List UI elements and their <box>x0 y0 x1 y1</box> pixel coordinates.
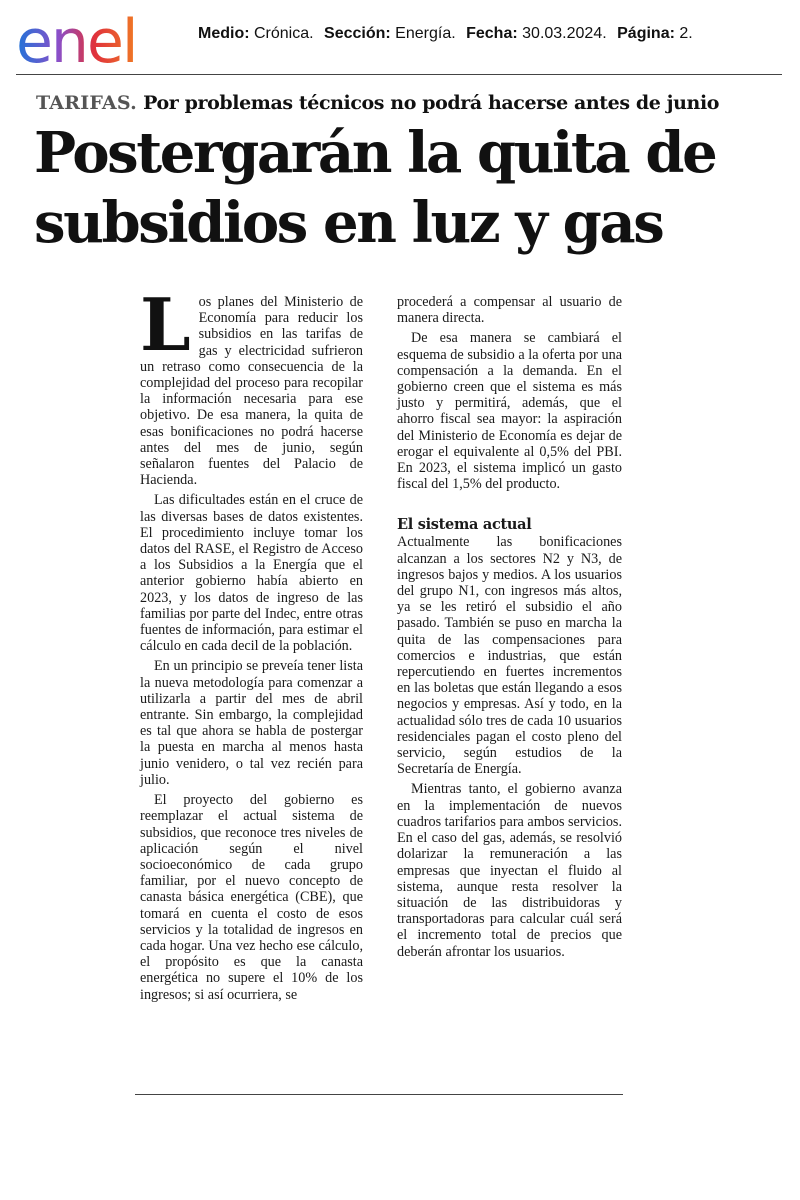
fecha-value: 30.03.2024. <box>522 25 607 42</box>
article-paragraph: De esa manera se cambiará el esquema de subsidio a la oferta por una compensación a la demanda. En el gobierno creen que el sistema es más justo y permitirá, además, que el ahorro fiscal sea mayor: la aspiración del Ministerio de Economía es dejar de erogar el equivalente al 0,5% del PBI. En 2023, el sistema implicó un gasto fiscal del 1,5% del producto. <box>397 330 622 493</box>
pagina-label: Página: <box>617 25 675 42</box>
article-paragraph: Mientras tanto, el gobierno avanza en la implementación de nuevos cuadros tarifarios para ambos servicios. En el caso del gas, además, se resolvió dolarizar la remuneración a las empresas que inyectan el fluido al sistema, aunque resta resolver la situación de las distribuidoras y transportadoras para calcular cuál será el incremento total de precios que deberán afrontar los usuarios. <box>397 781 622 960</box>
drop-cap: L <box>140 282 191 367</box>
medio-label: Medio: <box>198 25 250 42</box>
logo-wordmark: enel <box>16 7 137 68</box>
seccion-value: Energía. <box>395 25 456 42</box>
paragraph-text: os planes del Ministerio de Economía para reducir los subsidios en las tarifas de gas y electricidad sufrieron un retraso como consecuencia de la complejidad del proceso para recopilar la información necesaria para ese objetivo. De esa manera, la quita de esas bonificaciones no podrá hacerse antes del mes de junio, según señalaron fuentes del Palacio de Hacienda. <box>140 294 363 489</box>
kicker-text: Por problemas técnicos no podrá hacerse antes de junio <box>143 92 720 114</box>
article-paragraph <box>140 282 363 489</box>
header-divider <box>16 74 782 75</box>
article-paragraph: Actualmente las bonificaciones alcanzan a los sectores N2 y N3, de ingresos bajos y medios. A los usuarios del grupo N1, con ingresos más altos, ya se les retiró el subsidio el año pasado. También se puso en marcha la quita de las compensaciones para comercios e industrias, que están repercutiendo en fuertes incrementos en las boletas que están llegando a esos negocios y empresas. Así y todo, en la actualidad sólo tres de cada 10 usuarios residenciales pagan el costo pleno del servicio, según estudios de la Secretaría de Energía. <box>397 534 622 778</box>
article-headline: Postergarán la quita de subsidios en luz y gas <box>34 120 716 256</box>
article-paragraph: El proyecto del gobierno es reemplazar el actual sistema de subsidios, que reconoce tres niveles de aplicación según el nivel socioeconómico de cada grupo familiar, por el nuevo concepto de canasta básica energética (CBE), que tomará en cuenta el costo de esos servicios y la totalidad de ingresos en cada hogar. Una vez hecho ese cálculo, el propósito es que la canasta energética no supere el 10% de los ingresos; si así ocurriera, se <box>140 792 363 1003</box>
fecha-label: Fecha: <box>466 25 518 42</box>
article-kicker <box>36 92 719 114</box>
article-column-2 <box>397 294 622 964</box>
medio-value: Crónica. <box>254 25 314 42</box>
article-paragraph: En un principio se preveía tener lista la nueva metodología para comenzar a utilizarla a partir del mes de abril entrante. Sin embargo, la complejidad es tal que ahora se habla de postergar la puesta en marcha al menos hasta junio venidero, o tal vez recién para julio. <box>140 658 363 788</box>
footer-divider <box>135 1094 623 1095</box>
kicker-tag: TARIFAS. <box>36 92 137 114</box>
press-clipping-meta <box>198 25 693 43</box>
enel-logo <box>14 6 182 68</box>
article-column-1 <box>140 282 363 1007</box>
seccion-label: Sección: <box>324 25 391 42</box>
article-subheading: El sistema actual <box>397 516 532 534</box>
article-paragraph: procederá a compensar al usuario de manera directa. <box>397 294 622 327</box>
article-paragraph: Las dificultades están en el cruce de las diversas bases de datos existentes. El procedimiento incluye tomar los datos del RASE, el Registro de Acceso a los Subsidios a la Energía que el anterior gobierno había abierto en 2023, y los datos de ingreso de las familias por parte del Indec, entre otras fuentes de información, para estimar el cálculo en cada decil de la población. <box>140 492 363 655</box>
pagina-value: 2. <box>679 25 693 42</box>
